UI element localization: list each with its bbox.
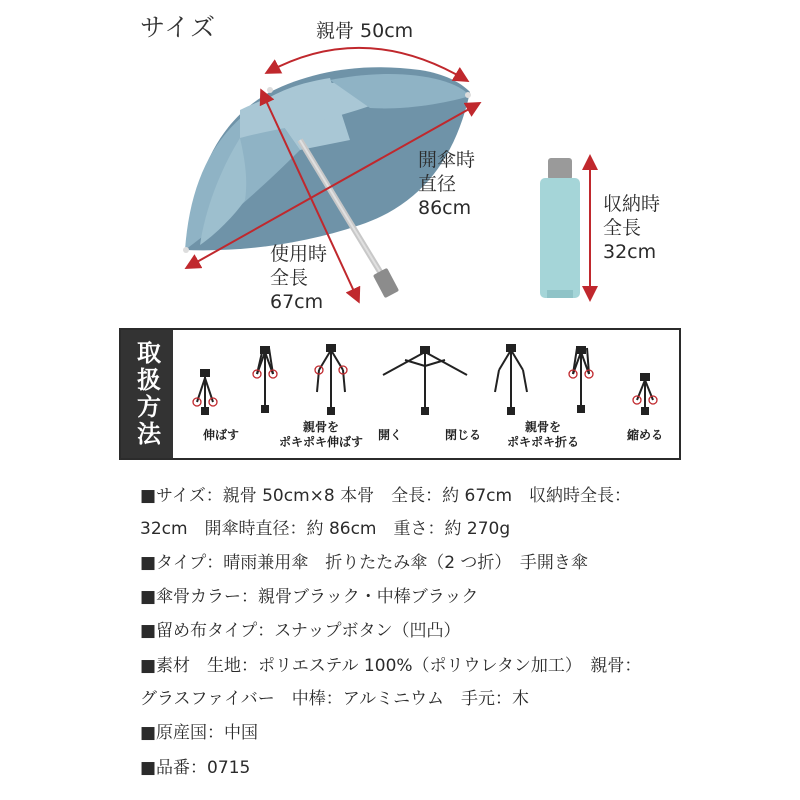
step-fold-ribs-icon [569, 347, 593, 412]
step-label-extend-ribs: 親骨を ポキポキ伸ばす [279, 420, 364, 449]
step-shorten-icon [633, 374, 657, 414]
handling-steps-illustration [173, 330, 679, 458]
step-label-extend: 伸ばす [203, 428, 240, 442]
umbrella-size-diagram [0, 0, 800, 330]
spec-line-product-number: ■品番：0715 [140, 758, 251, 778]
length-in-use-value: 67cm [270, 291, 324, 313]
step-close-icon [495, 345, 527, 414]
rib-length-label: 親骨 50cm [316, 20, 414, 42]
stored-length-line-1: 収納時 [603, 193, 661, 215]
spec-line-strap-type: ■留め布タイプ：スナップボタン（凹凸） [140, 621, 461, 641]
spec-line-origin: ■原産国：中国 [140, 723, 259, 743]
stored-length-value: 32cm [603, 241, 657, 263]
step-open-icon [383, 347, 467, 414]
length-in-use-label [270, 242, 327, 314]
stored-length-line-2: 全長 [603, 217, 642, 239]
page-title: サイズ [140, 13, 217, 42]
open-diameter-line-2: 直径 [418, 173, 457, 195]
spec-line-material: ■素材 生地：ポリエステル 100%（ポリウレタン加工） 親骨： [140, 656, 642, 676]
spec-line-size: ■サイズ：親骨 50cm×8 本骨 全長：約 67cm 収納時全長： [140, 486, 632, 506]
step-label-close: 閉じる [445, 428, 482, 442]
handling-side-label: 取扱方法 [121, 330, 173, 458]
spec-line-size-cont: 32cm 開傘時直径：約 86cm 重さ：約 270g [140, 519, 511, 539]
spec-line-material-cont: グラスファイバー 中棒：アルミニウム 手元：木 [140, 689, 529, 709]
spec-line-frame-color: ■傘骨カラー：親骨ブラック・中棒ブラック [140, 587, 479, 607]
step-extend-icon [193, 370, 217, 414]
handling-instructions-panel [119, 328, 681, 460]
open-diameter-line-1: 開傘時 [418, 149, 476, 171]
step-label-open: 開く [378, 428, 403, 442]
spec-line-type: ■タイプ：晴雨兼用傘 折りたたみ傘（2 つ折） 手開き傘 [140, 553, 588, 573]
step-extend-ribs-icon [253, 347, 277, 412]
length-in-use-line-1: 使用時 [270, 243, 328, 265]
length-in-use-line-2: 全長 [270, 267, 309, 289]
umbrella-folded-icon [540, 158, 580, 298]
open-diameter-value: 86cm [418, 197, 472, 219]
open-diameter-label [418, 148, 475, 220]
stored-length-label [603, 192, 660, 264]
step-half-open-icon [315, 345, 347, 414]
step-label-fold-ribs: 親骨を ポキポキ折る [507, 420, 580, 449]
step-label-shorten: 縮める [627, 428, 664, 442]
